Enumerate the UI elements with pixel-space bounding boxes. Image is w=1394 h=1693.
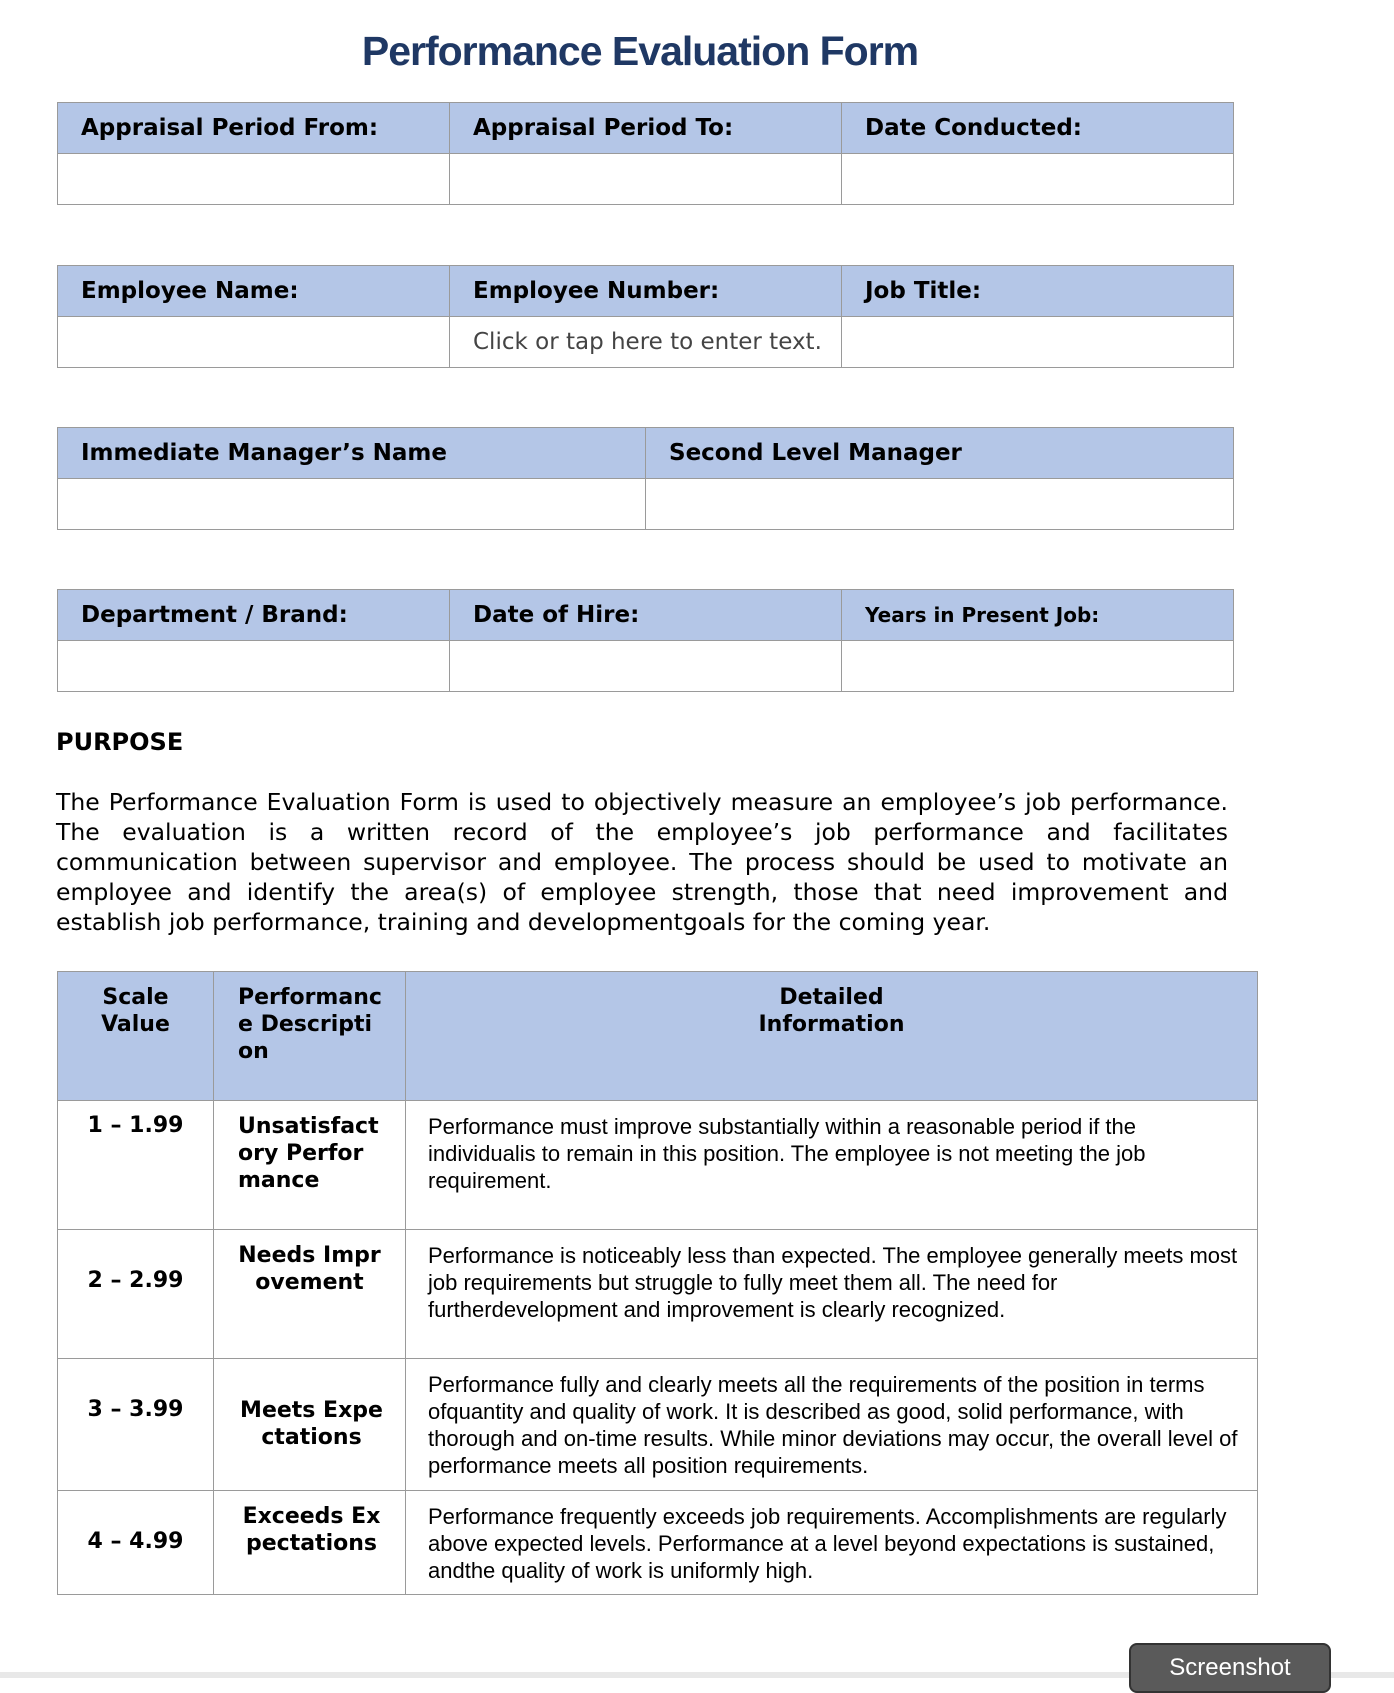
scale-value: 1 – 1.99 [58, 1101, 214, 1230]
job-title-label: Job Title: [842, 266, 1234, 317]
scale-value: 3 – 3.99 [58, 1359, 214, 1491]
department-table [57, 589, 1234, 692]
date-conducted-field[interactable] [842, 154, 1234, 205]
scale-value: 2 – 2.99 [58, 1230, 214, 1359]
detailed-information: Performance must improve substantially within a reasonable period if the individualis to remain in this position. The employee is not meeting the job requirement. [406, 1101, 1258, 1230]
appraisal-from-field[interactable] [58, 154, 450, 205]
employee-number-label: Employee Number: [450, 266, 842, 317]
performance-description: Needs Improvement [214, 1230, 406, 1359]
employee-number-field[interactable]: Click or tap here to enter text. [450, 317, 842, 368]
performance-description: Meets Expectations [214, 1359, 406, 1491]
table-row [58, 1491, 1258, 1595]
second-level-manager-field[interactable] [646, 479, 1234, 530]
job-title-field[interactable] [842, 317, 1234, 368]
scale-value-header: Scale Value [58, 972, 214, 1101]
department-field[interactable] [58, 641, 450, 692]
date-conducted-label: Date Conducted: [842, 103, 1234, 154]
immediate-manager-field[interactable] [58, 479, 646, 530]
screenshot-button[interactable]: Screenshot [1129, 1643, 1331, 1693]
appraisal-to-label: Appraisal Period To: [450, 103, 842, 154]
appraisal-from-label: Appraisal Period From: [58, 103, 450, 154]
years-in-job-label: Years in Present Job: [842, 590, 1234, 641]
date-of-hire-label: Date of Hire: [450, 590, 842, 641]
table-row [58, 1101, 1258, 1230]
detailed-information: Performance is noticeably less than expected. The employee generally meets most job requirements but struggle to fully meet them all. The need for furtherdevelopment and improvement is clearly recognized. [406, 1230, 1258, 1359]
table-row [58, 1359, 1258, 1491]
page-title: Performance Evaluation Form [361, 28, 919, 74]
detailed-information: Performance frequently exceeds job requirements. Accomplishments are regularly above expected levels. Performance at a level beyond expectations is sustained, andthe quality of work is uniformly high. [406, 1491, 1258, 1595]
manager-table [57, 427, 1234, 530]
date-of-hire-field[interactable] [450, 641, 842, 692]
employee-info-table [57, 265, 1234, 368]
performance-description: Exceeds Expectations [214, 1491, 406, 1595]
years-in-job-field[interactable] [842, 641, 1234, 692]
purpose-text: The Performance Evaluation Form is used to objectively measure an employee’s job performance. The evaluation is a written record of the employee’s job performance and facilitates communication between supervisor and employee. The process should be used to motivate an employee and identify the area(s) of employee strength, those that need improvement and establish job performance, training and developmentgoals for the coming year. [56, 788, 1228, 936]
rating-scale-table [57, 971, 1258, 1595]
employee-name-field[interactable] [58, 317, 450, 368]
appraisal-to-field[interactable] [450, 154, 842, 205]
detailed-information: Performance fully and clearly meets all the requirements of the position in terms ofquantity and quality of work. It is described as good, solid performance, with thorough and on-time results. While minor deviations may occur, the overall level of performance meets all position requirements. [406, 1359, 1258, 1491]
purpose-heading: PURPOSE [56, 728, 184, 756]
performance-description: Unsatisfactory Performance [214, 1101, 406, 1230]
detailed-information-header: Detailed Information [406, 972, 1258, 1101]
second-level-manager-label: Second Level Manager [646, 428, 1234, 479]
appraisal-period-table [57, 102, 1234, 205]
employee-name-label: Employee Name: [58, 266, 450, 317]
table-row [58, 1230, 1258, 1359]
department-label: Department / Brand: [58, 590, 450, 641]
scale-value: 4 – 4.99 [58, 1491, 214, 1595]
performance-description-header: Performance Description [214, 972, 406, 1101]
immediate-manager-label: Immediate Manager’s Name [58, 428, 646, 479]
